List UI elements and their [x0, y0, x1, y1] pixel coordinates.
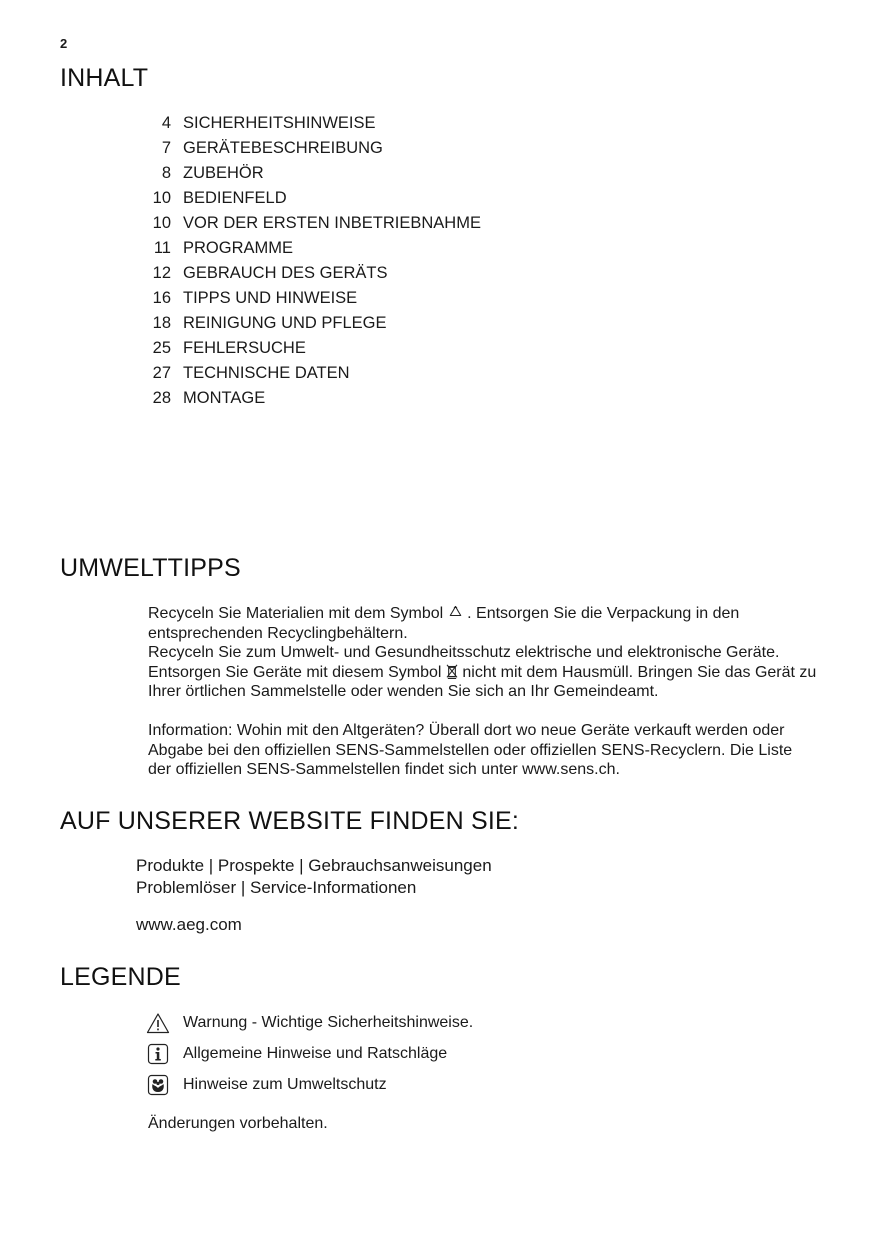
environment-text-d: nicht mit dem Hausmüll. Bringen Sie das Gerät zu Ihrer örtlichen Sammelstelle oder wenden Sie sich an Ihr Gemeindeamt.	[148, 663, 817, 701]
toc-item[interactable]	[140, 361, 481, 386]
toc-label: PROGRAMME	[183, 239, 294, 257]
toc-item[interactable]	[140, 236, 481, 261]
legend-label: Hinweise zum Umweltschutz	[183, 1076, 387, 1093]
toc-page: 10	[152, 214, 171, 232]
toc-page: 25	[152, 339, 171, 357]
toc-item[interactable]	[140, 186, 481, 211]
info-icon	[146, 1043, 170, 1065]
environment-text-a: Recyceln Sie Materialien mit dem Symbol	[148, 605, 444, 622]
toc-label: ZUBEHÖR	[183, 164, 264, 182]
toc-label: BEDIENFELD	[183, 189, 287, 207]
toc-label: VOR DER ERSTEN INBETRIEBNAHME	[183, 214, 481, 232]
legend-title: LEGENDE	[60, 963, 181, 991]
legend-item-warning	[146, 1012, 473, 1034]
toc-page: 8	[161, 164, 171, 182]
website-url[interactable]: www.aeg.com	[136, 915, 242, 934]
toc-page: 7	[161, 139, 171, 157]
toc-page: 4	[161, 114, 171, 132]
toc-item[interactable]	[140, 311, 481, 336]
toc-item[interactable]	[140, 286, 481, 311]
legend-label: Warnung - Wichtige Sicherheitshinweise.	[183, 1014, 474, 1031]
toc-item[interactable]	[140, 161, 481, 186]
toc-label: MONTAGE	[183, 389, 266, 407]
toc-page: 10	[152, 189, 171, 207]
toc-item[interactable]	[140, 111, 481, 136]
website-title: AUF UNSERER WEBSITE FINDEN SIE:	[60, 807, 520, 835]
toc-label: TECHNISCHE DATEN	[183, 364, 350, 382]
environment-paragraph-2: Information: Wohin mit den Altgeräten? Überall dort wo neue Geräte verkauft werden oder Abgabe bei den offiziellen SENS-Sammelstellen oder offiziellen SENS-Recyclern. Die Liste der offiziellen SENS-Sammelstellen findet sich unter www.sens.ch.	[148, 722, 793, 779]
environment-icon	[146, 1074, 170, 1096]
legend-item-environment	[146, 1074, 387, 1096]
website-line-1: Produkte | Prospekte | Gebrauchsanweisungen	[136, 856, 492, 875]
toc-page: 12	[152, 264, 171, 282]
legend-item-info	[146, 1043, 447, 1065]
website-line-2: Problemlöser | Service-Informationen	[136, 878, 417, 897]
toc-page: 28	[152, 389, 171, 407]
contents-title: INHALT	[60, 64, 149, 92]
environment-title: UMWELTTIPPS	[60, 554, 241, 582]
toc-page: 27	[152, 364, 171, 382]
environment-text-b: . Entsorgen Sie die Verpackung in den entsprechenden Recyclingbehältern.	[148, 605, 740, 642]
toc-label: REINIGUNG UND PFLEGE	[183, 314, 387, 332]
legend-label: Allgemeine Hinweise und Ratschläge	[183, 1045, 448, 1062]
toc-label: FEHLERSUCHE	[183, 339, 306, 357]
recycle-icon	[448, 605, 463, 620]
toc-label: GERÄTEBESCHREIBUNG	[183, 139, 383, 157]
toc-item[interactable]	[140, 336, 481, 361]
toc-item[interactable]	[140, 386, 481, 411]
toc-page: 11	[153, 239, 171, 257]
toc-item[interactable]	[140, 136, 481, 161]
toc-label: TIPPS UND HINWEISE	[183, 289, 358, 307]
toc-page: 18	[152, 314, 171, 332]
toc-page: 16	[152, 289, 171, 307]
crossed-bin-icon	[446, 664, 458, 679]
toc-label: GEBRAUCH DES GERÄTS	[183, 264, 388, 282]
toc-item[interactable]	[140, 211, 481, 236]
table-of-contents	[140, 111, 481, 411]
environment-paragraph-1	[148, 604, 828, 702]
environment-text-c: Recyceln Sie zum Umwelt- und Gesundheitsschutz elektrische und elektronische Geräte. Entsorgen Sie Geräte mit diesem Symbol	[148, 644, 780, 681]
toc-item[interactable]	[140, 261, 481, 286]
toc-label: SICHERHEITSHINWEISE	[183, 114, 376, 132]
footer-note: Änderungen vorbehalten.	[148, 1115, 328, 1132]
warning-icon	[146, 1012, 170, 1034]
page-number: 2	[60, 36, 68, 51]
